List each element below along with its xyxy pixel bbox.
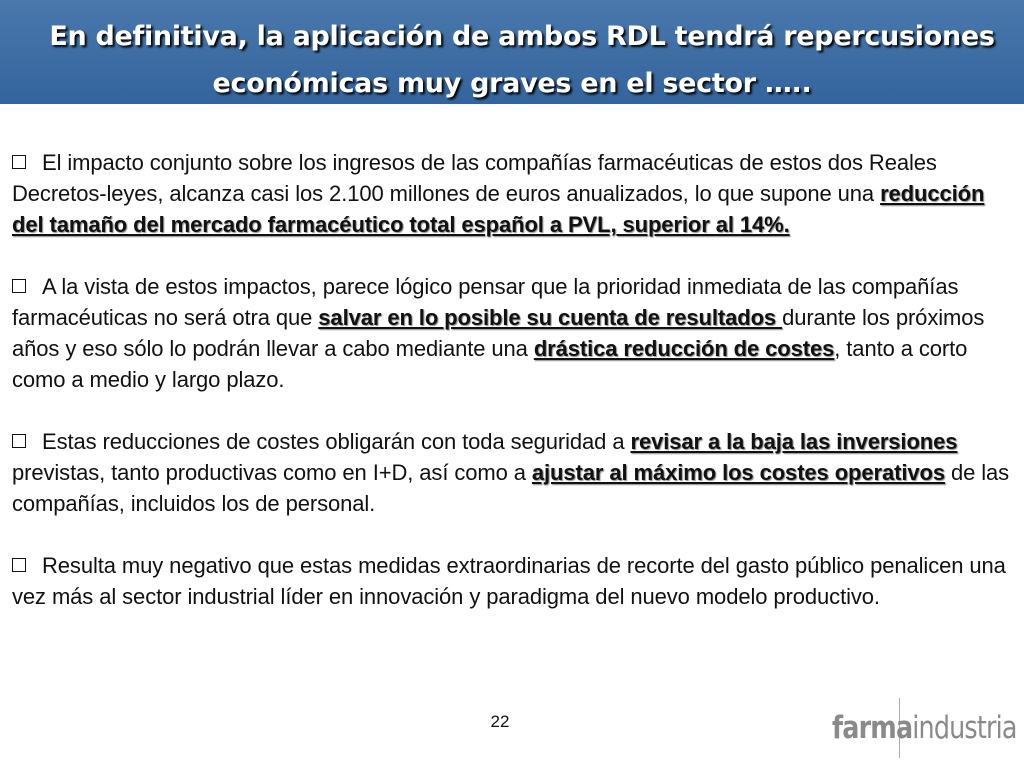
hollow-square-icon <box>12 279 26 293</box>
hollow-square-icon <box>12 155 26 169</box>
page-number: 22 <box>490 712 510 731</box>
hollow-square-icon <box>12 434 26 448</box>
logo-light-text: industria <box>912 710 1017 746</box>
slide-title-line-2: económicas muy graves en el sector ….. <box>212 68 812 99</box>
bullet-3-text-c: de las compañías, incluidos los de personal. <box>12 460 1010 516</box>
bullet-2-text-b: durante los próximos años y eso sólo lo podrán llevar a cabo mediante una <box>12 305 985 361</box>
bullet-paragraph-3 <box>12 426 1016 519</box>
bullet-3-emphasis-a: revisar a la baja las inversiones <box>630 429 958 454</box>
slide-title-line-1: En definitiva, la aplicación de ambos RDL tendrá repercusiones <box>49 21 995 52</box>
hollow-square-icon <box>12 558 26 572</box>
bullet-3-text-b: previstas, tanto productivas como en I+D, así como a <box>12 460 532 485</box>
bullet-4-text: Resulta muy negativo que estas medidas extraordinarias de recorte del gasto público penalicen una vez más al sector industrial líder en innovación y paradigma del nuevo modelo productivo. <box>12 553 1006 609</box>
title-bar <box>0 0 1024 104</box>
bullet-2-emphasis-b: drástica reducción de costes <box>533 336 835 361</box>
bullet-paragraph-4 <box>12 550 1016 612</box>
bullet-1-text: El impacto conjunto sobre los ingresos de las compañías farmacéuticas de estos dos Reales Decretos-leyes, alcanza casi los 2.100 millones de euros anualizados, lo que supone una <box>12 150 937 206</box>
slide-content <box>12 147 1016 643</box>
farmaindustria-logo <box>832 710 1017 746</box>
bullet-2-text-c: , tanto a corto como a medio y largo plazo. <box>12 336 968 392</box>
bullet-2-text-a: A la vista de estos impactos, parece lógico pensar que la prioridad inmediata de las compañías farmacéuticas no será otra que <box>12 274 959 330</box>
bullet-paragraph-2 <box>12 271 1016 395</box>
logo-bold-text: farma <box>832 710 913 746</box>
bullet-3-emphasis-b: ajustar al máximo los costes operativos <box>531 460 945 485</box>
bullet-2-emphasis-a: salvar en lo posible su cuenta de resultados <box>318 305 783 330</box>
bullet-1-emphasis: reducción del tamaño del mercado farmacéutico total español a PVL, superior al 14%. <box>12 181 985 237</box>
bullet-3-text-a: Estas reducciones de costes obligarán con toda seguridad a <box>42 429 631 454</box>
bullet-paragraph-1 <box>12 147 1016 240</box>
